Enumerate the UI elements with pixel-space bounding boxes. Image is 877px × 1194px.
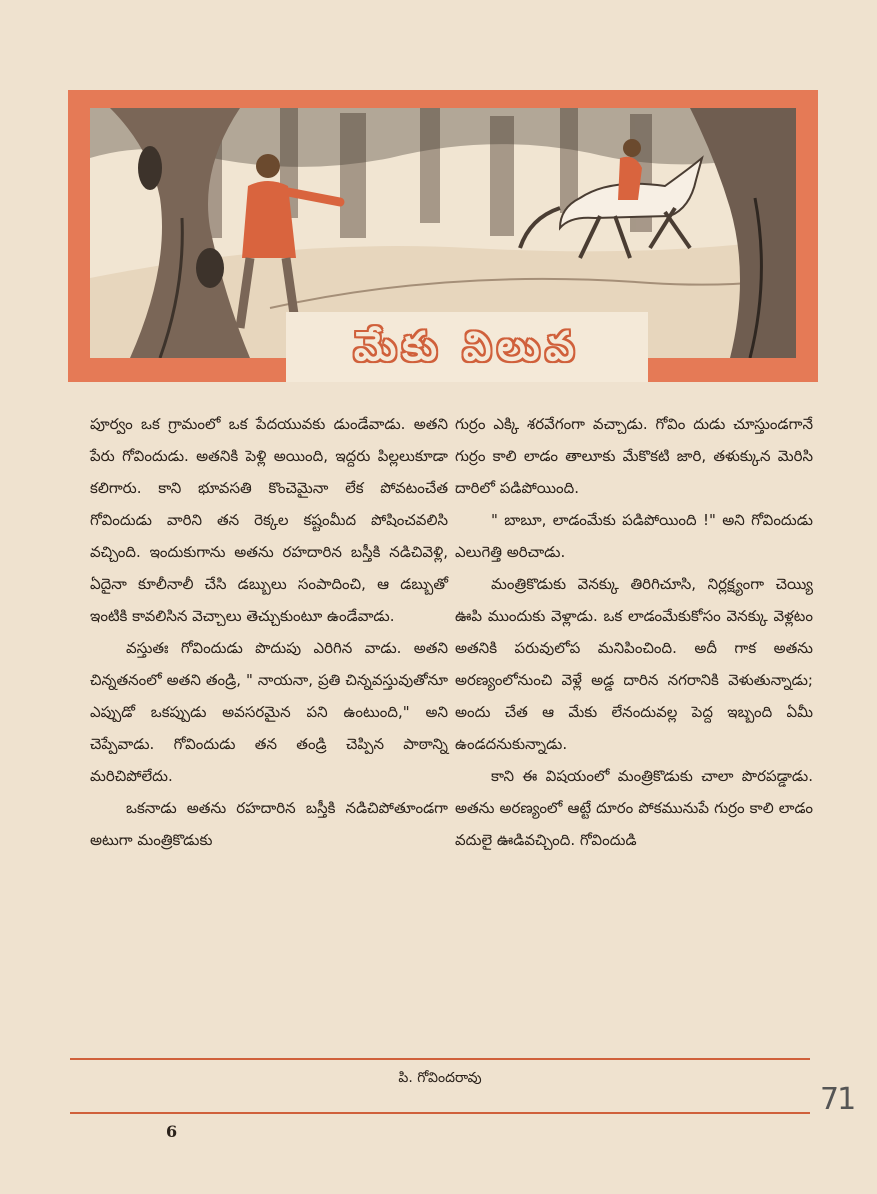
- footer-divider-top: [70, 1058, 810, 1060]
- story-illustration-banner: [68, 90, 818, 382]
- handwritten-margin-note: 71: [820, 1082, 855, 1117]
- paragraph: మంత్రికొడుకు వెనక్కు తిరిగిచూసి, నిర్లక్ష్యంగా చెయ్యి ఊపి ముందుకు వెళ్లాడు. ఒక లాడంమేకుకోసం వెనక్కు వెళ్లటం అతనికి పరువులోప మనిపించింది. అదీ గాక అతను అరణ్యంలోనుంచి వెళ్లే అడ్డ దారిన నగరానికి వెళుతున్నాడు; అందు చేత ఆ మేకు లేనందువల్ల పెద్ద ఇబ్బంది ఏమీ ఉండదనుకున్నాడు.: [455, 575, 813, 753]
- paragraph: " బాబూ, లాడంమేకు పడిపోయింది !" అని గోవిందుడు ఎలుగెత్తి అరిచాడు.: [455, 511, 813, 561]
- text-column-left: [90, 408, 448, 856]
- footer-divider-bottom: [70, 1112, 810, 1114]
- paragraph: వస్తుతః గోవిందుడు పొదుపు ఎరిగిన వాడు. అతని చిన్నతనంలో అతని తండ్రి, " నాయనా, ప్రతి చిన్నవస్తువుతోనూ ఎప్పుడో ఒకప్పుడు అవసరమైన పని ఉంటుంది," అని చెప్పేవాడు. గోవిందుడు తన తండ్రి చెప్పిన పాఠాన్ని మరిచిపోలేదు.: [90, 639, 448, 785]
- author-credit: [70, 1066, 810, 1090]
- paragraph: ఒకనాడు అతను రహదారిన బస్తీకి నడిచిపోతూండగా అటుగా మంత్రికొడుకు: [90, 799, 448, 849]
- text-column-right: [455, 408, 813, 856]
- page-number: 6: [166, 1122, 178, 1141]
- paragraph: కాని ఈ విషయంలో మంత్రికొడుకు చాలా పొరపడ్డాడు. అతను అరణ్యంలో ఆట్టే దూరం పోకమునుపే గుర్రం కాలి లాడం వదులై ఊడివచ్చింది. గోవిందుడి: [455, 767, 813, 849]
- author-name: పి. గోవిందరావు: [398, 1070, 482, 1086]
- paragraph: గుర్రం ఎక్కి శరవేగంగా వచ్చాడు. గోవిం దుడు చూస్తుండగానే గుర్రం కాలి లాడం తాలూకు మేకొకటి జారి, తళుక్కున మెరిసి దారిలో పడిపోయింది.: [455, 415, 813, 497]
- story-title-box: [286, 312, 648, 382]
- story-title: మేకు విలువ: [353, 324, 581, 370]
- paragraph: పూర్వం ఒక గ్రామంలో ఒక పేదయువకు డుండేవాడు. అతని పేరు గోవిందుడు. అతనికి పెళ్లి అయింది, ఇద్దరు పిల్లలుకూడా కలిగారు. కాని భూవసతి కొంచెమైనా లేక పోవటంచేత గోవిందుడు వారిని తన రెక్కల కష్టంమీద పోషించవలిసి వచ్చింది. ఇందుకుగాను అతను రహదారిన బస్తీకి నడిచివెళ్లి, ఏదైనా కూలీనాలీ చేసి డబ్బులు సంపాదించి, ఆ డబ్బుతో ఇంటికి కావలిసిన వెచ్చాలు తెచ్చుకుంటూ ఉండేవాడు.: [90, 415, 448, 625]
